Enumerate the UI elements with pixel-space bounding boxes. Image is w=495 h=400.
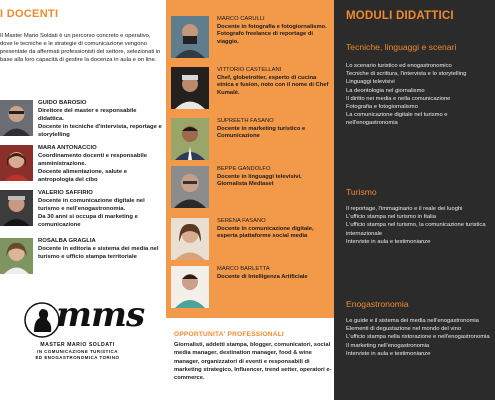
module-item: L'ufficio stampa nel turismo in Italia — [346, 214, 436, 221]
opportunities-text: Giornalisti, addetti stampa, blogger, comunicatori, social media manager, destination manager, food & wine manager, organizzatori di eventi e responsabili di marketing strategico, Influencer, trend setter, operatori e-commerce. — [174, 342, 332, 382]
section-list-enogastronomia — [346, 317, 493, 358]
teacher-photo — [0, 238, 33, 274]
teacher-name: GUIDO BAROSIO — [38, 100, 87, 106]
intro-paragraph: Il Master Mario Soldati è un percorso concreto e operativo, dove le tecniche e le strategie di comunicazione vengono presentate da affermati professionisti del settore, selezionati in base alla loro capacità di gestire la docenza in aula e on line. — [0, 33, 161, 63]
teacher-name: MARCO CARULLI — [217, 16, 265, 22]
section-title-tecniche: Tecniche, linguaggi e scenari — [346, 42, 457, 52]
module-item: Interviste in aula e testimonianze — [346, 238, 431, 245]
teacher-name: ROSALBA GRAGLIA — [38, 238, 96, 244]
module-item: Lo scenario turistico ed enogastronomico — [346, 63, 452, 69]
teacher-photo — [0, 190, 33, 226]
module-item: Tecniche di scrittura, l'intervista e lo storytelling — [346, 71, 467, 78]
teacher-role: Docente in marketing turistico e Comunicazione — [217, 125, 306, 140]
teacher-guido-barosio — [0, 100, 166, 138]
docenti-column — [0, 0, 166, 400]
teacher-photo — [171, 67, 209, 109]
section-list-tecniche — [346, 62, 493, 128]
module-item: La deontologia nel giornalismo — [346, 87, 425, 94]
teacher-marco-carulli — [171, 16, 333, 62]
module-item: L'ufficio stampa nella ristorazione e nell'enogastronomia — [346, 334, 490, 341]
teacher-photo — [171, 218, 209, 260]
module-item: Fotografia e fotogiornalismo — [346, 104, 418, 111]
teacher-name: BEPPE GANDOLFO — [217, 166, 271, 172]
teacher-photo — [0, 100, 33, 136]
teacher-name: MARA ANTONACCIO — [38, 145, 97, 151]
teacher-photo — [171, 118, 209, 160]
teacher-photo — [171, 266, 209, 308]
teacher-role: Docente di Intelligenza Artificiale — [217, 273, 308, 280]
section-title-enogastronomia: Enogastronomia — [346, 299, 409, 309]
teacher-beppe-gandolfo — [171, 166, 333, 212]
teacher-name: SERENA FASANO — [217, 218, 266, 224]
teacher-valerio-saffirio — [0, 190, 166, 228]
teacher-role: Docente in fotografia e fotogiornalismo. Fotografo freelance di reportage di viaggio. — [217, 23, 327, 45]
middle-column — [166, 0, 334, 400]
teacher-role: Coordinamento docenti e responsabile amministrazione. Docente alimentazione, salute e antropologia del cibo — [38, 152, 147, 183]
logo-line-1: MASTER MARIO SOLDATI — [40, 342, 115, 348]
section-list-turismo — [346, 205, 493, 246]
teacher-serena-fasano — [171, 218, 333, 264]
teacher-name: VITTORIO CASTELLANI — [217, 67, 282, 73]
moduli-column — [334, 0, 495, 400]
module-item: La comunicazione digitale nel turismo e nell'enogastronomia — [346, 112, 448, 127]
moduli-title: MODULI DIDATTICI — [346, 10, 454, 22]
module-item: Linguaggi televisivi — [346, 79, 395, 86]
teacher-name: SUPREETH FASANO — [217, 118, 274, 124]
opportunities-title: OPPORTUNITA' PROFESSIONALI — [174, 331, 284, 338]
module-item: Il diritto nei media e nella comunicazione — [346, 95, 451, 102]
module-item: Elementi di degustazione nel mondo del vino — [346, 326, 462, 333]
teacher-name: VALERIO SAFFIRIO — [38, 190, 93, 196]
teacher-supreeth-fasano — [171, 118, 333, 164]
teacher-vittorio-castellani — [171, 67, 333, 113]
teacher-role: Docente in comunicazione digitale nel turismo e nell'enogastronomia. Da 30 anni si occupa di marketing e comunicazione — [38, 197, 145, 228]
module-item: Le guide e il sistema dei media nell'enogastronomia — [346, 318, 479, 324]
teacher-role: Direttore del master e responsabile didattica. Docente in tecniche d'intervista, reportage e storytelling — [38, 107, 162, 138]
teacher-name: MARCO BARLETTA — [217, 266, 270, 272]
teacher-photo — [171, 16, 209, 58]
teacher-marco-barletta — [171, 266, 333, 312]
logo-line-2: IN COMUNICAZIONE TURISTICA — [37, 349, 118, 354]
teacher-photo — [0, 145, 33, 181]
teacher-role: Docente in linguaggi televisivi. Giornalista Mediaset — [217, 173, 302, 188]
logo-mark: mms — [56, 295, 145, 335]
section-title-turismo: Turismo — [346, 187, 377, 197]
teacher-role: Docente in editoria e sistema dei media nel turismo e ufficio stampa territoriale — [38, 245, 159, 260]
teacher-mara-antonaccio — [0, 145, 166, 183]
master-logo — [20, 295, 145, 388]
teacher-photo — [171, 166, 209, 208]
module-item: L'ufficio stampa nel turismo, la comunicazione turistica internazionale — [346, 222, 486, 237]
module-item: Il marketing nell'enogastronomia — [346, 342, 430, 349]
teacher-role: Chef, globetrotter, esperto di cucina etnica e fusion, noto con il nome di Chef Kumalè. — [217, 74, 329, 96]
teacher-rosalba-graglia — [0, 238, 166, 276]
teacher-role: Docente in comunicazione digitale, esperta piattaforme social media — [217, 225, 314, 240]
module-item: Il reportage, l'immaginario e il reale dei luoghi — [346, 206, 463, 212]
docenti-heading: I DOCENTI — [0, 8, 59, 20]
module-item: Interviste in aula e testimonianze — [346, 350, 431, 357]
logo-line-3: ED ENOGASTRONOMICA TORINO — [35, 355, 120, 360]
